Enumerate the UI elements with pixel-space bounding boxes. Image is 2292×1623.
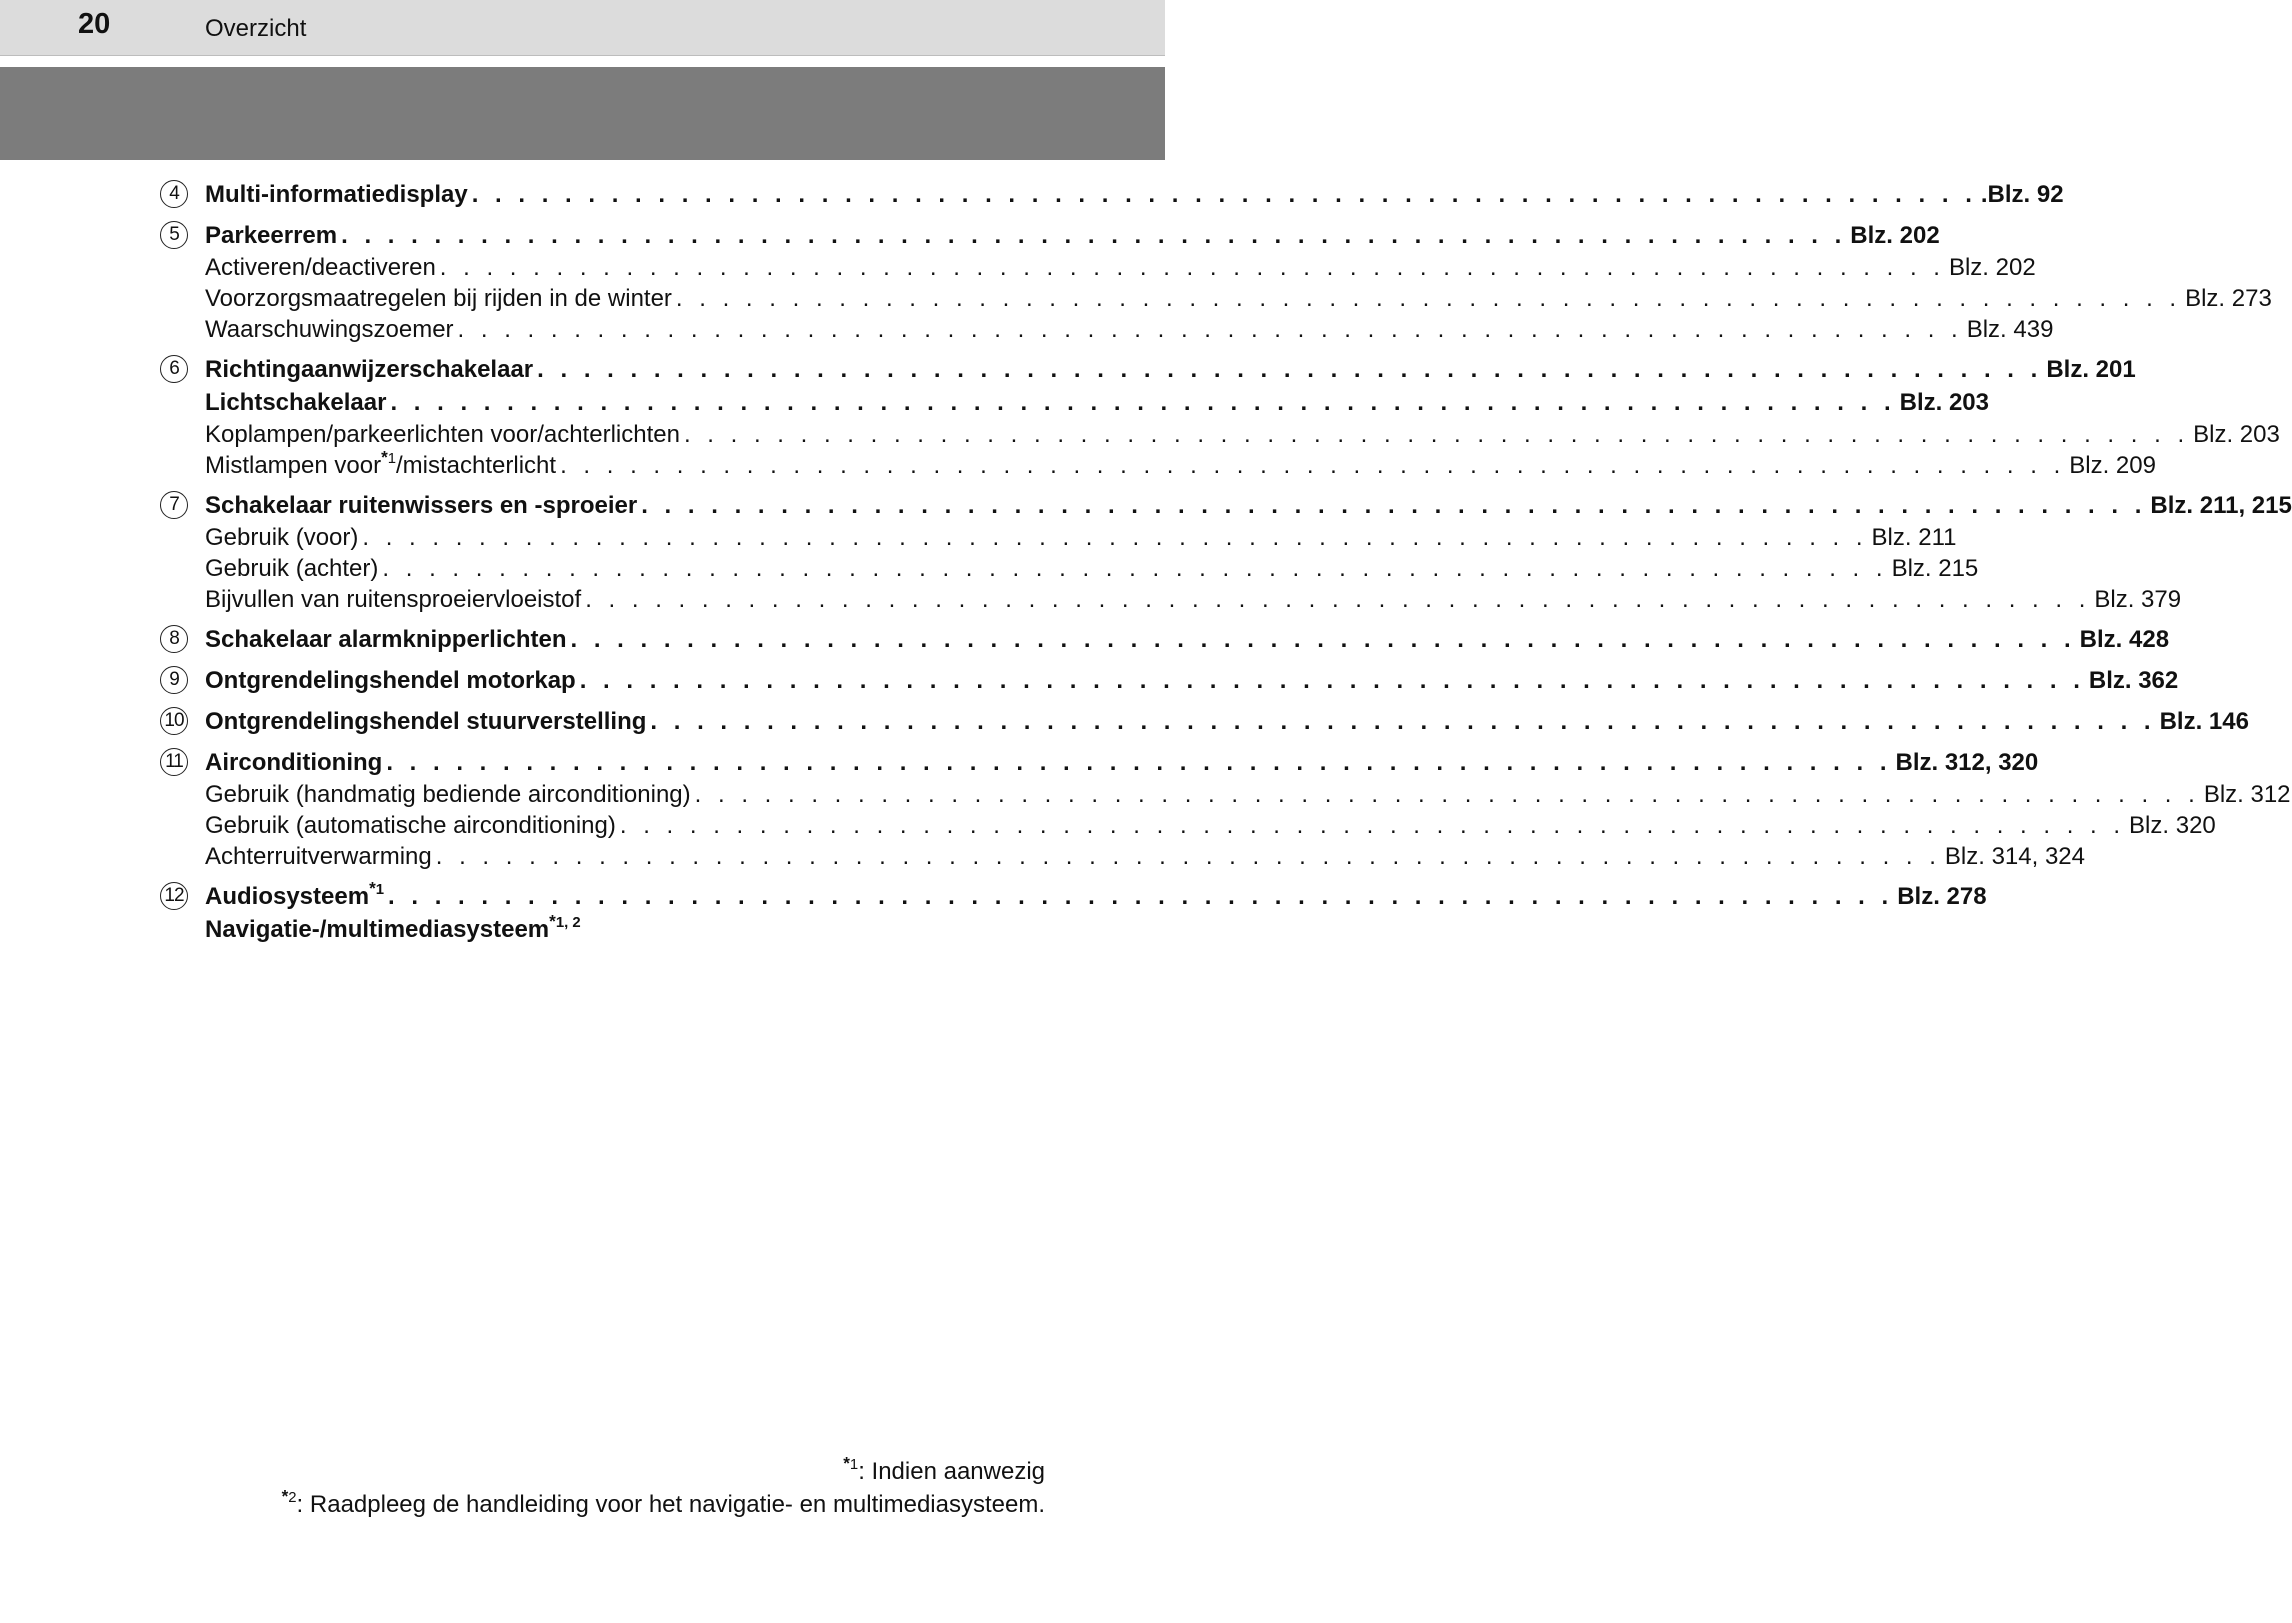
dot-leader: . . . . . . . . . . . . . . . . . . . . . . . . . . . . . . . . . . . . . . . . . . . . . . . . . . . . . . . . . . . . . . . . . — [362, 524, 1868, 551]
dot-leader: . . . . . . . . . . . . . . . . . . . . . . . . . . . . . . . . . . . . . . . . . . . . . . . . . . . . . . . . . . . . . . . . . — [435, 843, 1941, 870]
dot-leader: . . . . . . . . . . . . . . . . . . . . . . . . . . . . . . . . . . . . . . . . . . . . . . . . . . . . . . . . . . . . . . . . . — [341, 222, 1847, 249]
entry-label: Gebruik (achter) — [205, 555, 379, 582]
footnote-text: : Indien aanwezig — [858, 1458, 1045, 1485]
circled-number: 11 — [160, 748, 188, 776]
section-title: Overzicht — [205, 15, 307, 42]
entry-label: Ontgrendelingshendel stuurverstelling — [205, 708, 647, 735]
footnote — [282, 1488, 1045, 1521]
dot-leader: . . . . . . . . . . . . . . . . . . . . . . . . . . . . . . . . . . . . . . . . . . . . . . . . . . . . . . . . . . . . . . . . . — [471, 181, 1977, 208]
entry-label: Mistlampen voor$^{*1}$/mistachterlicht — [205, 448, 557, 479]
footnote-number: 1 — [375, 882, 385, 899]
page-reference: Blz. 273 — [2185, 285, 2272, 312]
toc-entry — [205, 913, 1000, 946]
circled-number: 9 — [160, 666, 188, 694]
entry-label: Activeren/deactiveren — [205, 254, 436, 281]
footnote-ref — [381, 448, 397, 468]
toc-group — [160, 623, 2170, 656]
page-reference: Blz. 203 — [2193, 421, 2280, 448]
dot-leader: . . . . . . . . . . . . . . . . . . . . . . . . . . . . . . . . . . . . . . . . . . . . . . . . . . . . . . . . . . . . . . . . . — [537, 356, 2043, 383]
toc-entry — [205, 489, 2292, 522]
dot-leader: . . . . . . . . . . . . . . . . . . . . . . . . . . . . . . . . . . . . . . . . . . . . . . . . . . . . . . . . . . . . . . . . . — [619, 812, 2126, 839]
dot-leader: . . . . . . . . . . . . . . . . . . . . . . . . . . . . . . . . . . . . . . . . . . . . . . . . . . . . . . . . . . . . . . . . . — [382, 555, 1888, 582]
toc-entry — [205, 841, 2086, 872]
circled-number: 4 — [160, 180, 188, 208]
toc-entry — [205, 705, 2249, 738]
footnote-number: 1 — [387, 451, 397, 468]
page-reference: Blz. 215 — [1891, 555, 1979, 582]
page-number: 20 — [78, 8, 111, 40]
toc-entry — [205, 178, 2064, 211]
page-reference: Blz. 146 — [2159, 708, 2249, 735]
toc-entry — [205, 553, 1979, 584]
circled-number: 10 — [160, 707, 188, 735]
toc-entry — [205, 219, 1940, 252]
dot-leader: . . . . . . . . . . . . . . . . . . . . . . . . . . . . . . . . . . . . . . . . . . . . . . . . . . . . . . . . . . . . . . . . . — [560, 452, 2066, 479]
entry-label: Achterruitverwarming — [205, 843, 432, 870]
toc-entry — [205, 314, 2054, 345]
toc-entry — [205, 623, 2170, 656]
toc-entry — [205, 283, 2272, 314]
toc-group — [160, 705, 2249, 738]
page-reference: Blz. 312, 320 — [1895, 749, 2039, 776]
toc-group — [160, 879, 1987, 946]
page-reference: Blz. 312 — [2203, 781, 2291, 808]
header-band — [0, 67, 1165, 160]
page-reference: Blz. 379 — [2094, 586, 2182, 613]
toc-entry — [205, 810, 2216, 841]
page-reference: Blz. 278 — [1897, 883, 1987, 910]
toc-entry — [205, 386, 1989, 419]
circled-number: 12 — [160, 882, 188, 910]
circled-number: 6 — [160, 355, 188, 383]
circled-number: 5 — [160, 221, 188, 249]
dot-leader: . . . . . . . . . . . . . . . . . . . . . . . . . . . . . . . . . . . . . . . . . . . . . . . . . . . . . . . . . . . . . . . . . — [650, 708, 2156, 735]
entry-label: Koplampen/parkeerlichten voor/achterlichten — [205, 421, 680, 448]
dot-leader: . . . . . . . . . . . . . . . . . . . . . . . . . . . . . . . . . . . . . . . . . . . . . . . . . . . . . . . . . . . . . . . . . — [641, 492, 2147, 519]
page-reference: Blz. 202 — [1948, 254, 2036, 281]
toc-entry — [205, 353, 2136, 386]
page-reference: Blz. 211, 215 — [2150, 492, 2292, 519]
page-reference: Blz. 209 — [2069, 452, 2156, 479]
dot-leader: . . . . . . . . . . . . . . . . . . . . . . . . . . . . . . . . . . . . . . . . . . . . . . . . . . . . . . . . . . . . . . . . . — [683, 421, 2190, 448]
page-reference: Blz. 320 — [2129, 812, 2216, 839]
toc-entry — [205, 879, 1987, 913]
page-reference: Blz. 202 — [1850, 222, 1940, 249]
dot-leader: . . . . . . . . . . . . . . . . . . . . . . . . . . . . . . . . . . . . . . . . . . . . . . . . . . . . . . . . . . . . . . . . . — [386, 749, 1892, 776]
page-reference: Blz. 203 — [1899, 389, 1989, 416]
toc-entry — [205, 584, 2182, 615]
footnote-ref — [549, 912, 581, 932]
asterisk-icon: * — [843, 1454, 850, 1474]
asterisk-icon: * — [281, 1487, 289, 1507]
toc-group — [160, 664, 2179, 697]
page-reference: Blz. 362 — [2088, 667, 2179, 694]
toc-entry — [205, 746, 2039, 779]
footnotes — [282, 1455, 1045, 1521]
entry-label: Schakelaar ruitenwissers en -sproeier — [205, 492, 638, 519]
footnote-number: 2 — [288, 1490, 297, 1507]
entry-label: Schakelaar alarmknipperlichten — [205, 626, 567, 653]
entry-label: Waarschuwingszoemer — [205, 316, 454, 343]
entry-label: Airconditioning — [205, 749, 383, 776]
circled-number: 7 — [160, 491, 188, 519]
footnote-number: 1, 2 — [555, 915, 581, 932]
dot-leader: . . . . . . . . . . . . . . . . . . . . . . . . . . . . . . . . . . . . . . . . . . . . . . . . . . . . . . . . . . . . . . . . . — [570, 626, 2076, 653]
entry-label: Voorzorgsmaatregelen bij rijden in de winter — [205, 285, 672, 312]
toc-group — [160, 219, 2272, 345]
entry-label: Ontgrendelingshendel motorkap — [205, 667, 576, 694]
entry-label: Richtingaanwijzerschakelaar — [205, 356, 534, 383]
footnote-number: 1 — [849, 1457, 859, 1474]
footnote-ref — [281, 1487, 297, 1507]
entry-label: Parkeerrem — [205, 222, 338, 249]
page-reference: .Blz. 92 — [1980, 181, 2064, 208]
toc-group — [160, 178, 2064, 211]
footnote-ref — [369, 879, 385, 899]
toc-entry — [205, 419, 2280, 450]
page-reference: Blz. 439 — [1966, 316, 2054, 343]
table-of-contents — [160, 178, 2292, 954]
page-reference: Blz. 314, 324 — [1944, 843, 2086, 870]
asterisk-icon: * — [381, 448, 388, 468]
page-reference: Blz. 201 — [2046, 356, 2136, 383]
circled-number: 8 — [160, 625, 188, 653]
entry-label: Gebruik (handmatig bediende airconditioning) — [205, 781, 691, 808]
page-header — [0, 0, 1165, 56]
toc-entry — [205, 448, 2156, 481]
entry-label: Audiosysteem$^{*1}$ — [205, 879, 385, 910]
footnote — [282, 1455, 1045, 1488]
toc-group — [160, 746, 2291, 872]
page-reference: Blz. 211 — [1871, 524, 1957, 551]
toc-entry — [205, 664, 2179, 697]
asterisk-icon: * — [369, 879, 376, 899]
asterisk-icon: * — [549, 912, 556, 932]
dot-leader: . . . . . . . . . . . . . . . . . . . . . . . . . . . . . . . . . . . . . . . . . . . . . . . . . . . . . . . . . . . . . . . . . — [439, 254, 1945, 281]
footnote-text: : Raadpleeg de handleiding voor het navigatie- en multimediasysteem. — [296, 1491, 1045, 1518]
toc-entry — [205, 252, 2036, 283]
dot-leader: . . . . . . . . . . . . . . . . . . . . . . . . . . . . . . . . . . . . . . . . . . . . . . . . . . . . . . . . . . . . . . . . . — [675, 285, 2182, 312]
entry-label: Bijvullen van ruitensproeiervloeistof — [205, 586, 582, 613]
toc-group — [160, 489, 2292, 615]
dot-leader: . . . . . . . . . . . . . . . . . . . . . . . . . . . . . . . . . . . . . . . . . . . . . . . . . . . . . . . . . . . . . . . . . — [388, 883, 1894, 910]
entry-label: Navigatie-/multimediasysteem$^{*1, 2}$ — [205, 912, 581, 943]
toc-group — [160, 353, 2280, 481]
toc-entry — [205, 779, 2291, 810]
dot-leader: . . . . . . . . . . . . . . . . . . . . . . . . . . . . . . . . . . . . . . . . . . . . . . . . . . . . . . . . . . . . . . . . . — [694, 781, 2200, 808]
toc-entry — [205, 522, 1957, 553]
dot-leader: . . . . . . . . . . . . . . . . . . . . . . . . . . . . . . . . . . . . . . . . . . . . . . . . . . . . . . . . . . . . . . . . . — [585, 586, 2091, 613]
entry-label: Gebruik (automatische airconditioning) — [205, 812, 616, 839]
entry-label: Gebruik (voor) — [205, 524, 359, 551]
dot-leader: . . . . . . . . . . . . . . . . . . . . . . . . . . . . . . . . . . . . . . . . . . . . . . . . . . . . . . . . . . . . . . . . . — [457, 316, 1963, 343]
page-reference: Blz. 428 — [2079, 626, 2170, 653]
entry-label: Lichtschakelaar — [205, 389, 387, 416]
entry-label: Multi-informatiedisplay — [205, 181, 468, 208]
dot-leader: . . . . . . . . . . . . . . . . . . . . . . . . . . . . . . . . . . . . . . . . . . . . . . . . . . . . . . . . . . . . . . . . . — [390, 389, 1896, 416]
footnote-ref — [843, 1454, 859, 1474]
dot-leader: . . . . . . . . . . . . . . . . . . . . . . . . . . . . . . . . . . . . . . . . . . . . . . . . . . . . . . . . . . . . . . . . . — [579, 667, 2085, 694]
